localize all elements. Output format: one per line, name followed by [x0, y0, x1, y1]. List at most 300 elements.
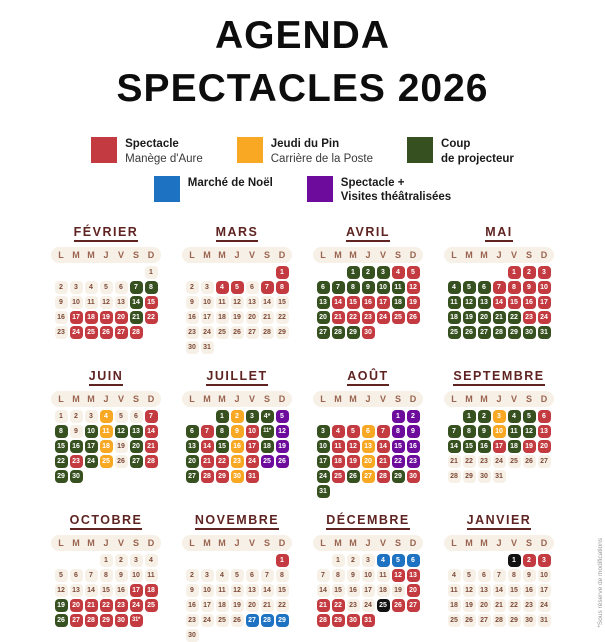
day-cell: 11: [216, 296, 229, 309]
day-spacer: [463, 554, 476, 567]
weekday-header: [313, 391, 423, 407]
month-title-fevrier: FÉVRIER: [74, 225, 139, 242]
weekday-label: J: [234, 249, 240, 260]
day-cell: 12: [407, 281, 420, 294]
day-spacer: [115, 266, 128, 279]
day-cell: 25: [261, 455, 274, 468]
weekday-label: V: [379, 249, 386, 260]
title-line-2: SPECTACLES 2026: [116, 66, 489, 110]
day-cell: 23: [186, 326, 199, 339]
day-cell: 18: [508, 440, 521, 453]
weekday-label: V: [248, 249, 255, 260]
day-cell: 27: [70, 614, 83, 627]
weekday-label: L: [58, 249, 64, 260]
weekday-label: J: [365, 393, 371, 404]
day-spacer: [186, 554, 199, 567]
day-cell: 3: [538, 554, 551, 567]
day-cell: 29: [463, 470, 476, 483]
day-cell: 21: [377, 455, 390, 468]
spectacle-visites-theatralisees-color-swatch: [307, 176, 333, 202]
day-cell: 21: [261, 311, 274, 324]
month-mars: [176, 223, 299, 354]
day-cell: 22: [347, 311, 360, 324]
day-cell: 25: [145, 599, 158, 612]
spectacle-manege-daure-color-swatch: [91, 137, 117, 163]
day-cell: 22: [216, 455, 229, 468]
weekday-label: V: [117, 393, 124, 404]
weekday-label: D: [540, 393, 548, 404]
day-cell: 13: [246, 296, 259, 309]
day-cell: 11: [448, 584, 461, 597]
day-cell: 25: [448, 326, 461, 339]
weekday-label: M: [349, 537, 357, 548]
day-cell: 10: [130, 569, 143, 582]
day-cell: 28: [317, 614, 330, 627]
day-cell: 26: [523, 455, 536, 468]
day-cell: 9: [523, 281, 536, 294]
title-line-1: AGENDA: [214, 14, 390, 57]
weekday-header: [444, 247, 554, 263]
day-grid: [45, 410, 168, 483]
legend-item-label: [441, 137, 514, 166]
day-cell: 19: [276, 440, 289, 453]
day-cell: 11: [85, 296, 98, 309]
page-title: [0, 0, 605, 115]
day-spacer: [261, 266, 274, 279]
day-cell: 2: [186, 281, 199, 294]
weekday-label: S: [394, 249, 401, 260]
day-cell: 19: [407, 296, 420, 309]
day-cell: 2: [186, 569, 199, 582]
day-spacer: [332, 410, 345, 423]
day-cell: 13: [407, 569, 420, 582]
day-cell: 16: [115, 584, 128, 597]
weekday-label: V: [379, 537, 386, 548]
day-cell: 5: [115, 410, 128, 423]
day-cell: 14: [448, 440, 461, 453]
day-cell: 25: [377, 599, 390, 612]
day-cell: 20: [407, 584, 420, 597]
legend-item-marche-de-noel: [154, 176, 273, 202]
month-avril: [307, 223, 430, 339]
day-cell: 3: [362, 554, 375, 567]
day-cell: 22: [332, 599, 345, 612]
day-cell: 26: [231, 614, 244, 627]
day-grid: [45, 266, 168, 339]
day-cell: 15: [276, 296, 289, 309]
day-cell: 19: [347, 455, 360, 468]
day-cell: 16: [55, 311, 68, 324]
day-cell: 8: [392, 425, 405, 438]
weekday-header: [313, 247, 423, 263]
day-cell: 10: [538, 569, 551, 582]
day-cell: 10: [246, 425, 259, 438]
legend-label-line-2: Visites théâtralisées: [340, 191, 452, 204]
weekday-label: V: [379, 393, 386, 404]
day-cell: 30: [186, 341, 199, 354]
day-cell: 12: [523, 425, 536, 438]
day-grid: [45, 554, 168, 627]
day-cell: 14: [145, 425, 158, 438]
weekday-label: L: [189, 393, 195, 404]
day-cell: 11: [448, 296, 461, 309]
day-cell: 28: [201, 470, 214, 483]
day-cell: 19: [392, 584, 405, 597]
day-cell: 11: [216, 584, 229, 597]
weekday-label: S: [132, 393, 139, 404]
day-cell: 7: [201, 425, 214, 438]
day-cell: 6: [246, 281, 259, 294]
day-cell: 27: [407, 599, 420, 612]
day-cell: 14: [261, 296, 274, 309]
month-juillet: [176, 367, 299, 483]
weekday-label: M: [72, 393, 80, 404]
day-cell: 14: [201, 440, 214, 453]
weekday-label: J: [234, 537, 240, 548]
day-cell: 2: [231, 410, 244, 423]
day-cell: 13: [70, 584, 83, 597]
day-cell: 8: [347, 281, 360, 294]
day-cell: 4*: [261, 410, 274, 423]
day-grid: [176, 266, 299, 354]
day-cell: 19: [231, 599, 244, 612]
day-cell: 28: [261, 614, 274, 627]
month-title-mai: MAI: [485, 225, 512, 242]
day-spacer: [55, 266, 68, 279]
month-title-janvier: JANVIER: [467, 513, 532, 530]
day-cell: 13: [115, 296, 128, 309]
weekday-label: L: [451, 249, 457, 260]
day-cell: 20: [130, 440, 143, 453]
weekday-label: M: [72, 537, 80, 548]
day-grid: [307, 266, 430, 339]
month-aout: [307, 367, 430, 498]
day-cell: 21: [493, 311, 506, 324]
day-cell: 1: [463, 410, 476, 423]
weekday-label: S: [263, 249, 270, 260]
weekday-label: M: [87, 249, 95, 260]
day-spacer: [201, 410, 214, 423]
day-cell: 10: [538, 281, 551, 294]
day-grid: [176, 554, 299, 642]
day-spacer: [362, 410, 375, 423]
weekday-label: J: [365, 249, 371, 260]
day-cell: 30: [186, 629, 199, 642]
day-cell: 25: [332, 470, 345, 483]
weekday-label: S: [394, 393, 401, 404]
day-cell: 13: [246, 584, 259, 597]
day-cell: 17: [246, 440, 259, 453]
day-cell: 28: [85, 614, 98, 627]
day-spacer: [55, 554, 68, 567]
day-cell: 30: [231, 470, 244, 483]
day-spacer: [130, 266, 143, 279]
day-cell: 30: [523, 614, 536, 627]
day-cell: 20: [478, 599, 491, 612]
day-cell: 2: [362, 266, 375, 279]
day-cell: 4: [100, 410, 113, 423]
day-cell: 23: [115, 599, 128, 612]
day-cell: 13: [478, 584, 491, 597]
day-cell: 6: [246, 569, 259, 582]
weekday-label: S: [525, 537, 532, 548]
month-title-aout: AOÛT: [347, 369, 388, 386]
day-cell: 14: [377, 440, 390, 453]
weekday-label: S: [132, 249, 139, 260]
weekday-label: V: [510, 393, 517, 404]
legend-label-line-1: Jeudi du Pin: [270, 138, 340, 151]
day-cell: 31: [246, 470, 259, 483]
day-cell: 30: [407, 470, 420, 483]
weekday-label: D: [540, 537, 548, 548]
weekday-label: D: [147, 393, 155, 404]
month-title-mars: MARS: [216, 225, 259, 242]
legend-item-label: [341, 176, 451, 205]
day-cell: 16: [70, 440, 83, 453]
weekday-label: J: [234, 393, 240, 404]
day-cell: 18: [332, 455, 345, 468]
day-cell: 7: [317, 569, 330, 582]
day-cell: 21: [317, 599, 330, 612]
day-cell: 13: [538, 425, 551, 438]
month-title-juillet: JUILLET: [206, 369, 267, 386]
day-cell: 21: [332, 311, 345, 324]
day-cell: 4: [332, 425, 345, 438]
day-cell: 15: [276, 584, 289, 597]
day-cell: 16: [523, 584, 536, 597]
day-cell: 12: [392, 569, 405, 582]
weekday-label: V: [117, 249, 124, 260]
day-cell: 1: [100, 554, 113, 567]
day-cell: 9: [70, 425, 83, 438]
day-cell: 26: [55, 614, 68, 627]
day-cell: 7: [493, 569, 506, 582]
day-cell: 20: [478, 311, 491, 324]
day-cell: 31*: [130, 614, 143, 627]
legend-item-label: [188, 176, 273, 190]
day-cell: 7: [261, 569, 274, 582]
day-cell: 19: [115, 440, 128, 453]
day-cell: 17: [377, 296, 390, 309]
weekday-label: M: [203, 249, 211, 260]
day-cell: 17: [201, 599, 214, 612]
day-cell: 19: [100, 311, 113, 324]
day-cell: 18: [100, 440, 113, 453]
day-cell: 17: [85, 440, 98, 453]
day-cell: 28: [130, 326, 143, 339]
day-cell: 19: [463, 599, 476, 612]
day-cell: 9: [186, 296, 199, 309]
day-cell: 22: [276, 599, 289, 612]
legend-row-1: [0, 137, 605, 166]
weekday-label: M: [480, 393, 488, 404]
day-spacer: [493, 266, 506, 279]
day-cell: 18: [216, 599, 229, 612]
day-cell: 26: [407, 311, 420, 324]
legend-row-2: [0, 176, 605, 205]
day-cell: 29: [100, 614, 113, 627]
day-cell: 6: [186, 425, 199, 438]
day-cell: 8: [332, 569, 345, 582]
day-cell: 25: [392, 311, 405, 324]
weekday-label: L: [189, 249, 195, 260]
day-cell: 29: [347, 326, 360, 339]
month-novembre: [176, 511, 299, 642]
weekday-label: M: [480, 249, 488, 260]
weekday-label: L: [320, 249, 326, 260]
day-cell: 4: [216, 569, 229, 582]
day-spacer: [231, 554, 244, 567]
day-cell: 30: [478, 470, 491, 483]
day-spacer: [216, 266, 229, 279]
day-cell: 2: [407, 410, 420, 423]
legend-item-jeudi-du-pin: [237, 137, 373, 166]
weekday-header: [444, 535, 554, 551]
day-cell: 4: [216, 281, 229, 294]
day-cell: 9: [407, 425, 420, 438]
day-cell: 18: [216, 311, 229, 324]
day-cell: 21: [85, 599, 98, 612]
day-cell: 20: [186, 455, 199, 468]
day-cell: 28: [493, 326, 506, 339]
day-cell: 7: [493, 281, 506, 294]
day-cell: 3: [70, 281, 83, 294]
day-spacer: [463, 266, 476, 279]
day-cell: 1: [508, 266, 521, 279]
day-spacer: [317, 554, 330, 567]
day-cell: 18: [377, 584, 390, 597]
weekday-label: L: [451, 537, 457, 548]
month-title-decembre: DÉCEMBRE: [326, 513, 410, 530]
day-cell: 17: [538, 584, 551, 597]
day-cell: 23: [55, 326, 68, 339]
day-cell: 17: [362, 584, 375, 597]
day-spacer: [377, 410, 390, 423]
weekday-label: D: [278, 249, 286, 260]
weekday-header: [51, 247, 161, 263]
day-cell: 2: [523, 554, 536, 567]
day-cell: 13: [478, 296, 491, 309]
day-cell: 9: [186, 584, 199, 597]
day-spacer: [70, 266, 83, 279]
weekday-label: V: [510, 537, 517, 548]
day-cell: 30: [115, 614, 128, 627]
day-cell: 23: [70, 455, 83, 468]
day-spacer: [216, 554, 229, 567]
month-septembre: [438, 367, 561, 483]
day-cell: 18: [448, 311, 461, 324]
weekday-label: D: [147, 249, 155, 260]
day-cell: 24: [362, 599, 375, 612]
day-grid: [438, 266, 561, 339]
day-cell: 12: [55, 584, 68, 597]
weekday-label: J: [103, 537, 109, 548]
day-cell: 13: [130, 425, 143, 438]
month-octobre: [45, 511, 168, 627]
day-cell: 5: [347, 425, 360, 438]
day-cell: 16: [407, 440, 420, 453]
month-title-juin: JUIN: [89, 369, 123, 386]
day-cell: 4: [377, 554, 390, 567]
legend-label-line-1: Marché de Noël: [187, 177, 273, 190]
day-cell: 13: [362, 440, 375, 453]
day-cell: 12: [115, 425, 128, 438]
day-cell: 9: [115, 569, 128, 582]
day-grid: [438, 554, 561, 627]
weekday-label: S: [525, 249, 532, 260]
day-spacer: [100, 266, 113, 279]
day-cell: 18: [145, 584, 158, 597]
day-cell: 1: [347, 266, 360, 279]
day-cell: 26: [392, 599, 405, 612]
day-cell: 17: [493, 440, 506, 453]
day-cell: 16: [231, 440, 244, 453]
day-cell: 15: [55, 440, 68, 453]
weekday-header: [182, 535, 292, 551]
day-cell: 28: [332, 326, 345, 339]
day-cell: 20: [362, 455, 375, 468]
day-cell: 11: [332, 440, 345, 453]
day-cell: 14: [493, 296, 506, 309]
day-cell: 10: [70, 296, 83, 309]
day-cell: 11: [392, 281, 405, 294]
day-cell: 2: [478, 410, 491, 423]
month-title-octobre: OCTOBRE: [70, 513, 143, 530]
day-spacer: [246, 266, 259, 279]
day-cell: 30: [70, 470, 83, 483]
day-spacer: [347, 410, 360, 423]
day-cell: 10: [317, 440, 330, 453]
day-cell: 21: [448, 455, 461, 468]
day-spacer: [201, 266, 214, 279]
weekday-label: V: [248, 537, 255, 548]
month-title-avril: AVRIL: [346, 225, 390, 242]
day-spacer: [448, 554, 461, 567]
day-cell: 24: [70, 326, 83, 339]
day-cell: 22: [145, 311, 158, 324]
day-cell: 16: [478, 440, 491, 453]
day-cell: 16: [186, 311, 199, 324]
day-cell: 3: [317, 425, 330, 438]
day-cell: 14: [261, 584, 274, 597]
day-cell: 15: [145, 296, 158, 309]
day-spacer: [261, 554, 274, 567]
weekday-label: M: [203, 393, 211, 404]
weekday-label: J: [365, 537, 371, 548]
day-spacer: [85, 554, 98, 567]
day-cell: 26: [100, 326, 113, 339]
day-cell: 1: [55, 410, 68, 423]
day-cell: 29: [332, 614, 345, 627]
day-cell: 7: [130, 281, 143, 294]
day-cell: 28: [448, 470, 461, 483]
weekday-label: D: [409, 393, 417, 404]
day-cell: 22: [276, 311, 289, 324]
weekday-label: M: [465, 537, 473, 548]
day-cell: 7: [145, 410, 158, 423]
day-cell: 15: [347, 296, 360, 309]
day-cell: 8: [100, 569, 113, 582]
day-spacer: [478, 266, 491, 279]
day-cell: 24: [317, 470, 330, 483]
day-cell: 25: [85, 326, 98, 339]
day-cell: 19: [231, 311, 244, 324]
weekday-label: L: [189, 537, 195, 548]
day-cell: 31: [317, 485, 330, 498]
day-cell: 16: [186, 599, 199, 612]
day-cell: 5: [523, 410, 536, 423]
day-cell: 1: [276, 554, 289, 567]
